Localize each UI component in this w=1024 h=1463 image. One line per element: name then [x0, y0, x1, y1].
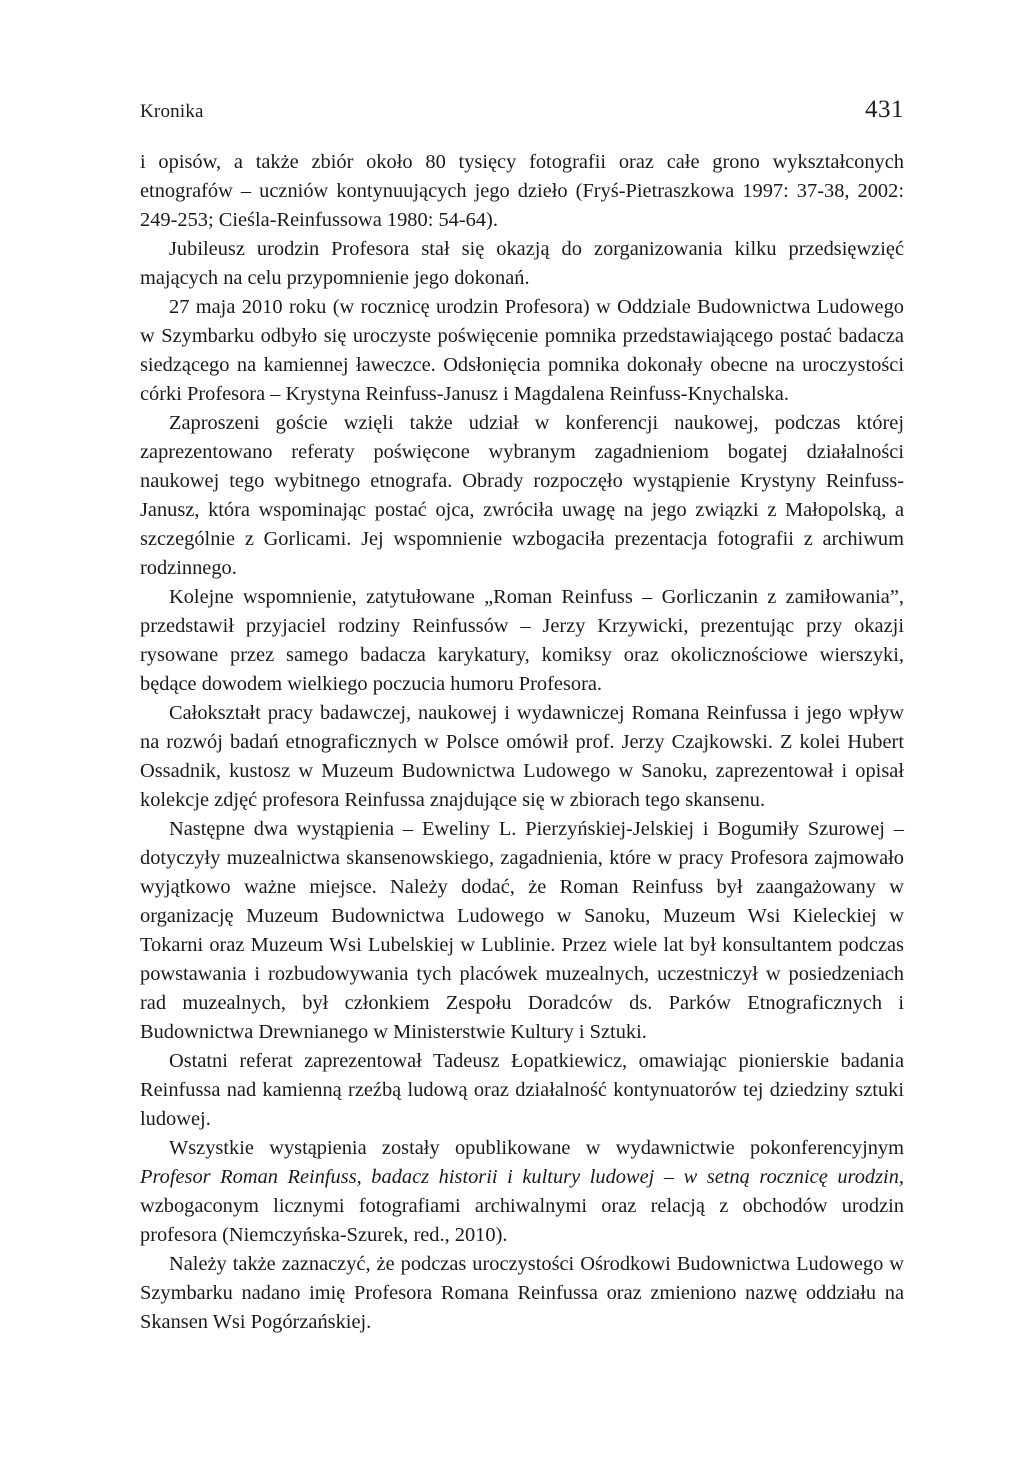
paragraph: Kolejne wspomnienie, zatytułowane „Roman Reinfuss – Gorliczanin z zamiłowania”, przedstawił przyjaciel rodziny Reinfussów – Jerzy Krzywicki, prezentując przy okazji rysowane przez samego badacza karykatury, komiksy oraz okolicznościowe wierszyki, będące dowodem wielkiego poczucia humoru Profesora.: [140, 586, 904, 695]
document-page: [140, 96, 904, 1337]
running-header-section: Kronika: [140, 101, 204, 122]
paragraph: Całokształt pracy badawczej, naukowej i wydawniczej Romana Reinfussa i jego wpływ na rozwój badań etnograficznych w Polsce omówił prof. Jerzy Czajkowski. Z kolei Hubert Ossadnik, kustosz w Muzeum Budownictwa Ludowego w Sanoku, zaprezentował i opisał kolekcje zdjęć profesora Reinfussa znajdujące się w zbiorach tego skansenu.: [140, 702, 904, 811]
paragraph: Należy także zaznaczyć, że podczas uroczystości Ośrodkowi Budownictwa Ludowego w Szymbarku nadano imię Profesora Romana Reinfussa oraz zmieniono nazwę oddziału na Skansen Wsi Pogórzańskiej.: [140, 1253, 904, 1333]
paragraph-text-after: , wzbogaconym licznymi fotografiami archiwalnymi oraz relacją z obchodów urodzin profesora (Niemczyńska-Szurek, red., 2010).: [140, 1166, 904, 1246]
paragraph-text-before: Wszystkie wystąpienia zostały opublikowane w wydawnictwie pokonferencyjnym: [169, 1137, 904, 1159]
paragraph: i opisów, a także zbiór około 80 tysięcy fotografii oraz całe grono wykształconych etnografów – uczniów kontynuujących jego dzieło (Fryś-Pietraszkowa 1997: 37-38, 2002: 249-253; Cieśla-Reinfussowa 1980: 54-64).: [140, 151, 904, 231]
body-text: [140, 148, 904, 1337]
paragraph: Zaproszeni goście wzięli także udział w konferencji naukowej, podczas której zaprezentowano referaty poświęcone wybranym zagadnieniom bogatej działalności naukowej tego wybitnego etnografa. Obrady rozpoczęło wystąpienie Krystyny Reinfuss-Janusz, która wspominając postać ojca, zwróciła uwagę na jego związki z Małopolską, a szczególnie z Gorlicami. Jej wspomnienie wzbogaciła prezentacja fotografii z archiwum rodzinnego.: [140, 412, 904, 579]
paragraph: Następne dwa wystąpienia – Eweliny L. Pierzyńskiej-Jelskiej i Bogumiły Szurowej – dotyczyły muzealnictwa skansenowskiego, zagadnienia, które w pracy Profesora zajmowało wyjątkowo ważne miejsce. Należy dodać, że Roman Reinfuss był zaangażowany w organizację Muzeum Budownictwa Ludowego w Sanoku, Muzeum Wsi Kieleckiej w Tokarni oraz Muzeum Wsi Lubelskiej w Lublinie. Przez wiele lat był konsultantem podczas powstawania i rozbudowywania tych placówek muzealnych, uczestniczył w posiedzeniach rad muzealnych, był członkiem Zespołu Doradców ds. Parków Etnograficznych i Budownictwa Drewnianego w Ministerstwie Kultury i Sztuki.: [140, 818, 904, 1043]
paragraph: Jubileusz urodzin Profesora stał się okazją do zorganizowania kilku przedsięwzięć mających na celu przypomnienie jego dokonań.: [140, 238, 904, 289]
paragraph: 27 maja 2010 roku (w rocznicę urodzin Profesora) w Oddziale Budownictwa Ludowego w Szymbarku odbyło się uroczyste poświęcenie pomnika przedstawiającego postać badacza siedzącego na kamiennej ławeczce. Odsłonięcia pomnika dokonały obecne na uroczystości córki Profesora – Krystyna Reinfuss-Janusz i Magdalena Reinfuss-Knychalska.: [140, 296, 904, 405]
paragraph: Ostatni referat zaprezentował Tadeusz Łopatkiewicz, omawiając pionierskie badania Reinfussa nad kamienną rzeźbą ludową oraz działalność kontynuatorów tej dziedziny sztuki ludowej.: [140, 1050, 904, 1130]
paragraph-with-publication-title: [140, 1134, 904, 1250]
running-header: [140, 96, 904, 148]
publication-title: Profesor Roman Reinfuss, badacz historii i kultury ludowej – w setną rocznicę urodzin: [140, 1166, 899, 1188]
page-number: 431: [865, 96, 904, 123]
